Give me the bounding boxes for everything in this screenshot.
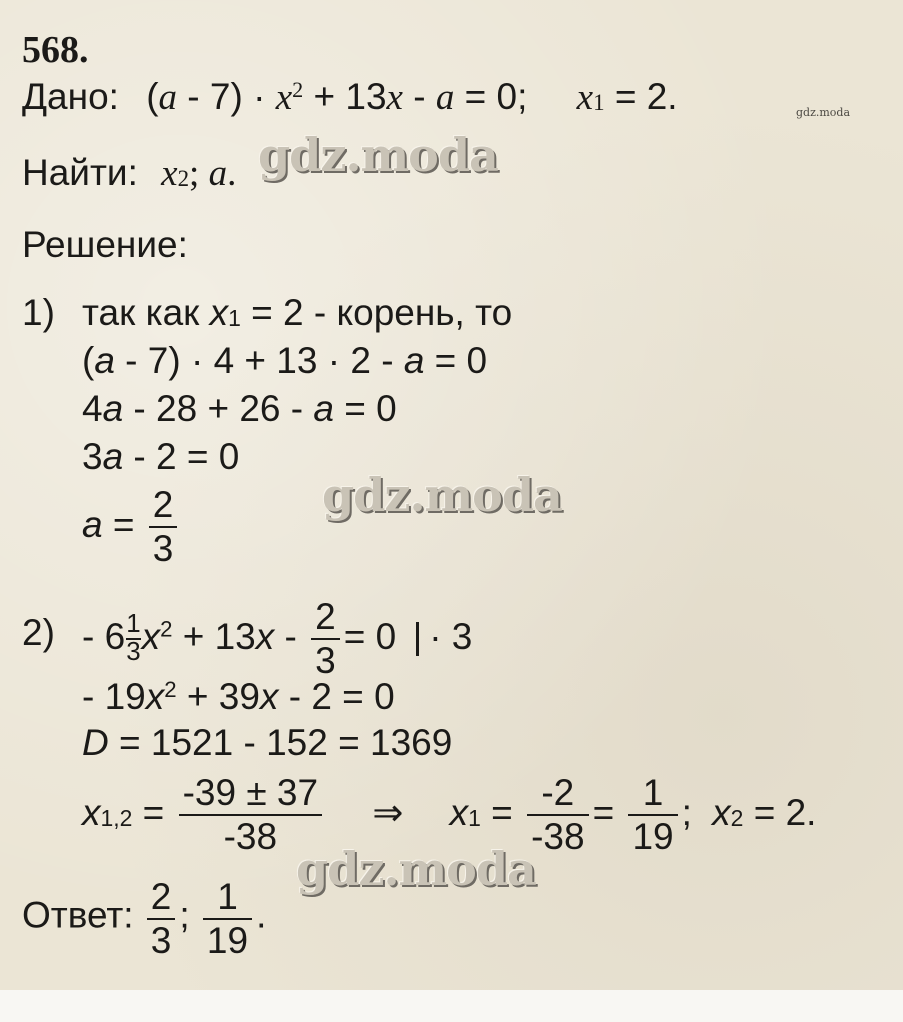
implies-arrow: ⇒ (372, 791, 404, 833)
solution-label: Решение: (22, 224, 188, 265)
watermark-3: gdz.moda (296, 842, 536, 896)
step1-line5: a = $\frac{2}{3}$ (82, 484, 181, 570)
step1-line2: (a - 7) · 4 + 13 · 2 - a = 0 (82, 340, 488, 381)
fraction-two-thirds-2: $\frac{2}{3}$ (311, 596, 340, 682)
fraction-roots: $\frac{-39 \pm 37}{-38}$ (179, 772, 323, 858)
page-bottom-edge (0, 990, 903, 1022)
find-label: Найти: (22, 152, 138, 193)
step1-line4: 3a - 2 = 0 (82, 436, 240, 477)
step2-line1: - 6 $\frac{1}{3}$ $x^2 + 13x$ - $\frac{2}{3}$ = 0 · 3 (82, 596, 473, 681)
given-label: Дано: (22, 76, 119, 117)
watermark-1: gdz.moda (258, 128, 498, 182)
fraction-two-thirds: $\frac{2}{3}$ (149, 484, 178, 570)
step1-line3: 4a - 28 + 26 - a = 0 (82, 388, 397, 429)
watermark-2: gdz.moda (322, 468, 562, 522)
answer-line: Ответ: $\frac{2}{3}$ ; $\frac{1}{19}$ . (22, 876, 267, 961)
problem-number-text: 568 (22, 29, 79, 71)
problem-number (22, 28, 89, 72)
problem-number-dot: . (79, 29, 89, 71)
multiply-bar (416, 622, 419, 656)
step2-line3: D = 1521 - 152 = 1369 (82, 722, 453, 763)
given-line (22, 76, 678, 119)
answer-fraction-1: $\frac{2}{3}$ (147, 876, 176, 962)
step2-line2: - $19x^2 + 39x - 2 = 0$ (82, 676, 395, 717)
given-equation: $(a - 7) \cdot x^2 + 13x - a = 0$; (146, 76, 528, 118)
step2-line4: x1,2 = $\frac{-39 \pm 37}{-38}$ ⇒ x1 = $\frac{-2}{-38}$ = $\frac{1}{19}$ ; x2 = 2. (82, 772, 817, 857)
step1-line1: так как x1 = 2 - корень, то (82, 292, 513, 333)
step1-number: 1) (22, 292, 55, 333)
find-values: x2; a. (161, 153, 237, 194)
watermark-small: gdz.moda (796, 106, 851, 119)
fraction-neg2-neg38: $\frac{-2}{-38}$ (527, 772, 588, 858)
find-line (22, 152, 236, 195)
answer-fraction-2: $\frac{1}{19}$ (203, 876, 252, 962)
given-root: x1 = 2. (576, 76, 678, 118)
answer-label: Ответ: (22, 894, 134, 936)
fraction-1-19: $\frac{1}{19}$ (628, 772, 677, 858)
mixed-fraction: $\frac{1}{3}$ (126, 610, 141, 666)
step2-number: 2) (22, 612, 55, 653)
